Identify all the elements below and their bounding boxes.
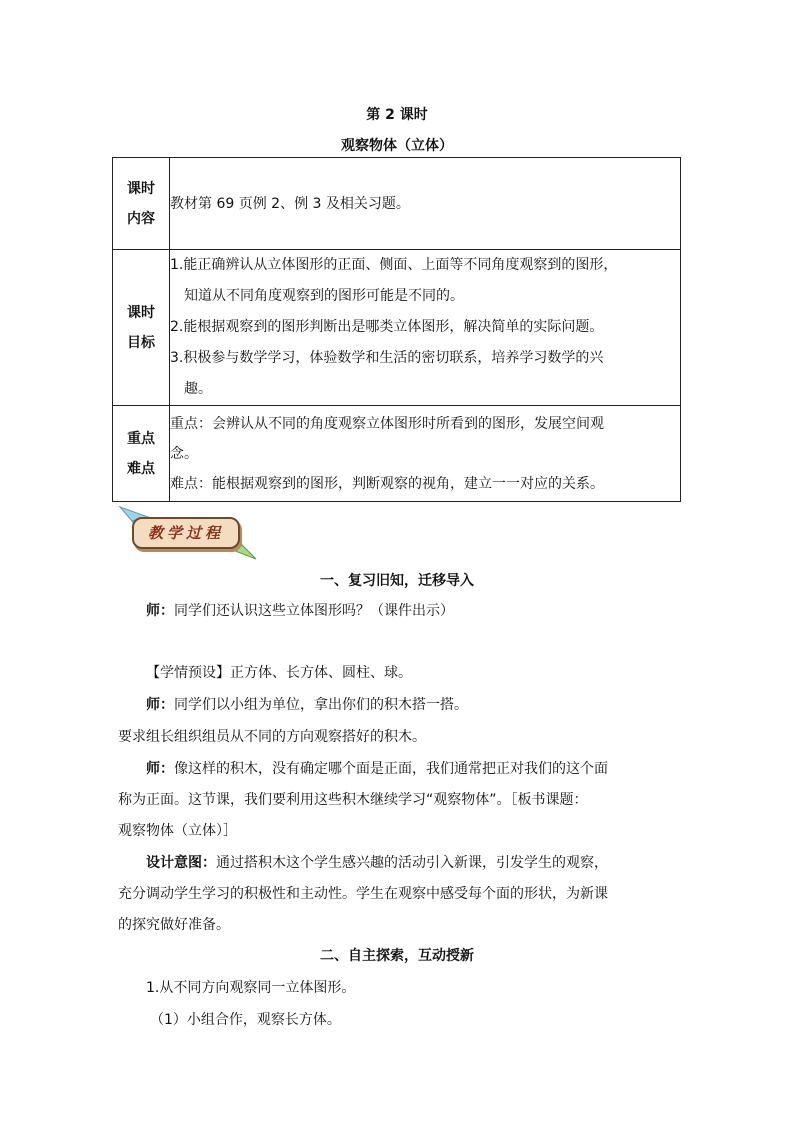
goal-cell: [170, 250, 681, 406]
speaker-label: 师：: [146, 761, 174, 777]
paragraph-text: 像这样的积木，没有确定哪个面是正面，我们通常把正对我们的这个面: [174, 761, 608, 777]
key-line: 难点：能根据观察到的图形，判断观察的视角，建立一一对应的关系。: [170, 475, 604, 492]
content-cell: [170, 158, 681, 250]
section-heading-1: 一、复习旧知，迁移导入: [320, 573, 474, 589]
key-line: 念。: [170, 445, 198, 462]
key-cell: [170, 406, 681, 502]
goal-line: 2.能根据观察到的图形判断出是哪类立体图形，解决简单的实际问题。: [170, 319, 604, 335]
lesson-plan-table: [112, 157, 681, 502]
design-intent-line2: 充分调动学生学习的积极性和主动性。学生在观察中感受每个面的形状，为新课: [118, 886, 608, 902]
speaker-label: 师：: [146, 603, 174, 619]
activity-subitem-1: （1）小组合作，观察长方体。: [150, 1012, 341, 1028]
banner-label: 教学过程: [132, 517, 240, 549]
paragraph-teacher-instruction: [146, 694, 468, 714]
key-line: 重点：会辨认从不同的角度观察立体图形时所看到的图形，发展空间观: [170, 415, 604, 432]
key-row: [113, 406, 681, 502]
paragraph-text: 同学们还认识这些立体图形吗？（课件出示）: [174, 603, 454, 619]
teaching-process-banner: [118, 505, 258, 563]
goal-header: [113, 250, 170, 406]
content-text: 教材第 69 页例 2、例 3 及相关习题。: [170, 195, 410, 212]
design-intent-line3: 的探究做好准备。: [118, 917, 230, 933]
content-header: [113, 158, 170, 250]
goal-line: 知道从不同角度观察到的图形可能是不同的。: [184, 288, 464, 304]
paragraph-requirement: 要求组长组织组员从不同的方向观察搭好的积木。: [118, 729, 426, 745]
goal-label-2: 目标: [127, 334, 155, 351]
design-intent-label: 设计意图：: [146, 855, 216, 871]
activity-item-1: 1.从不同方向观察同一立体图形。: [146, 980, 356, 996]
key-label-2: 难点: [127, 460, 155, 477]
goal-row: [113, 250, 681, 406]
goal-label-1: 课时: [127, 304, 155, 321]
paragraph-teacher-explain-line3: 观察物体（立体）］: [118, 823, 237, 839]
content-label-1: 课时: [127, 180, 155, 197]
key-header: [113, 406, 170, 502]
preset-label: 【学情预设】: [146, 665, 230, 681]
paragraph-text: 同学们以小组为单位，拿出你们的积木搭一搭。: [174, 697, 468, 713]
paragraph-text: 正方体、长方体、圆柱、球。: [230, 665, 412, 681]
goal-line: 趣。: [184, 381, 212, 397]
goal-line: 1.能正确辨认从立体图形的正面、侧面、上面等不同角度观察到的图形，: [170, 257, 618, 273]
paragraph-text: 通过搭积木这个学生感兴趣的活动引入新课，引发学生的观察，: [216, 855, 608, 871]
lesson-title: 观察物体（立体）: [341, 138, 453, 154]
paragraph-teacher-question: [146, 600, 454, 620]
paragraph-teacher-explain-line2: 称为正面。这节课，我们要利用这些积木继续学习“观察物体”。［板书课题：: [118, 792, 588, 808]
paragraph-teacher-explain-line1: [146, 758, 608, 778]
content-label-2: 内容: [127, 210, 155, 227]
lesson-number: 第 2 课时: [366, 107, 428, 123]
paragraph-student-preset: [146, 662, 412, 682]
speaker-label: 师：: [146, 697, 174, 713]
content-row: [113, 158, 681, 250]
section-heading-2: 二、自主探索，互动授新: [320, 948, 474, 964]
key-label-1: 重点: [127, 430, 155, 447]
design-intent-line1: [146, 852, 608, 872]
goal-line: 3.积极参与数学学习，体验数学和生活的密切联系，培养学习数学的兴: [170, 350, 604, 366]
